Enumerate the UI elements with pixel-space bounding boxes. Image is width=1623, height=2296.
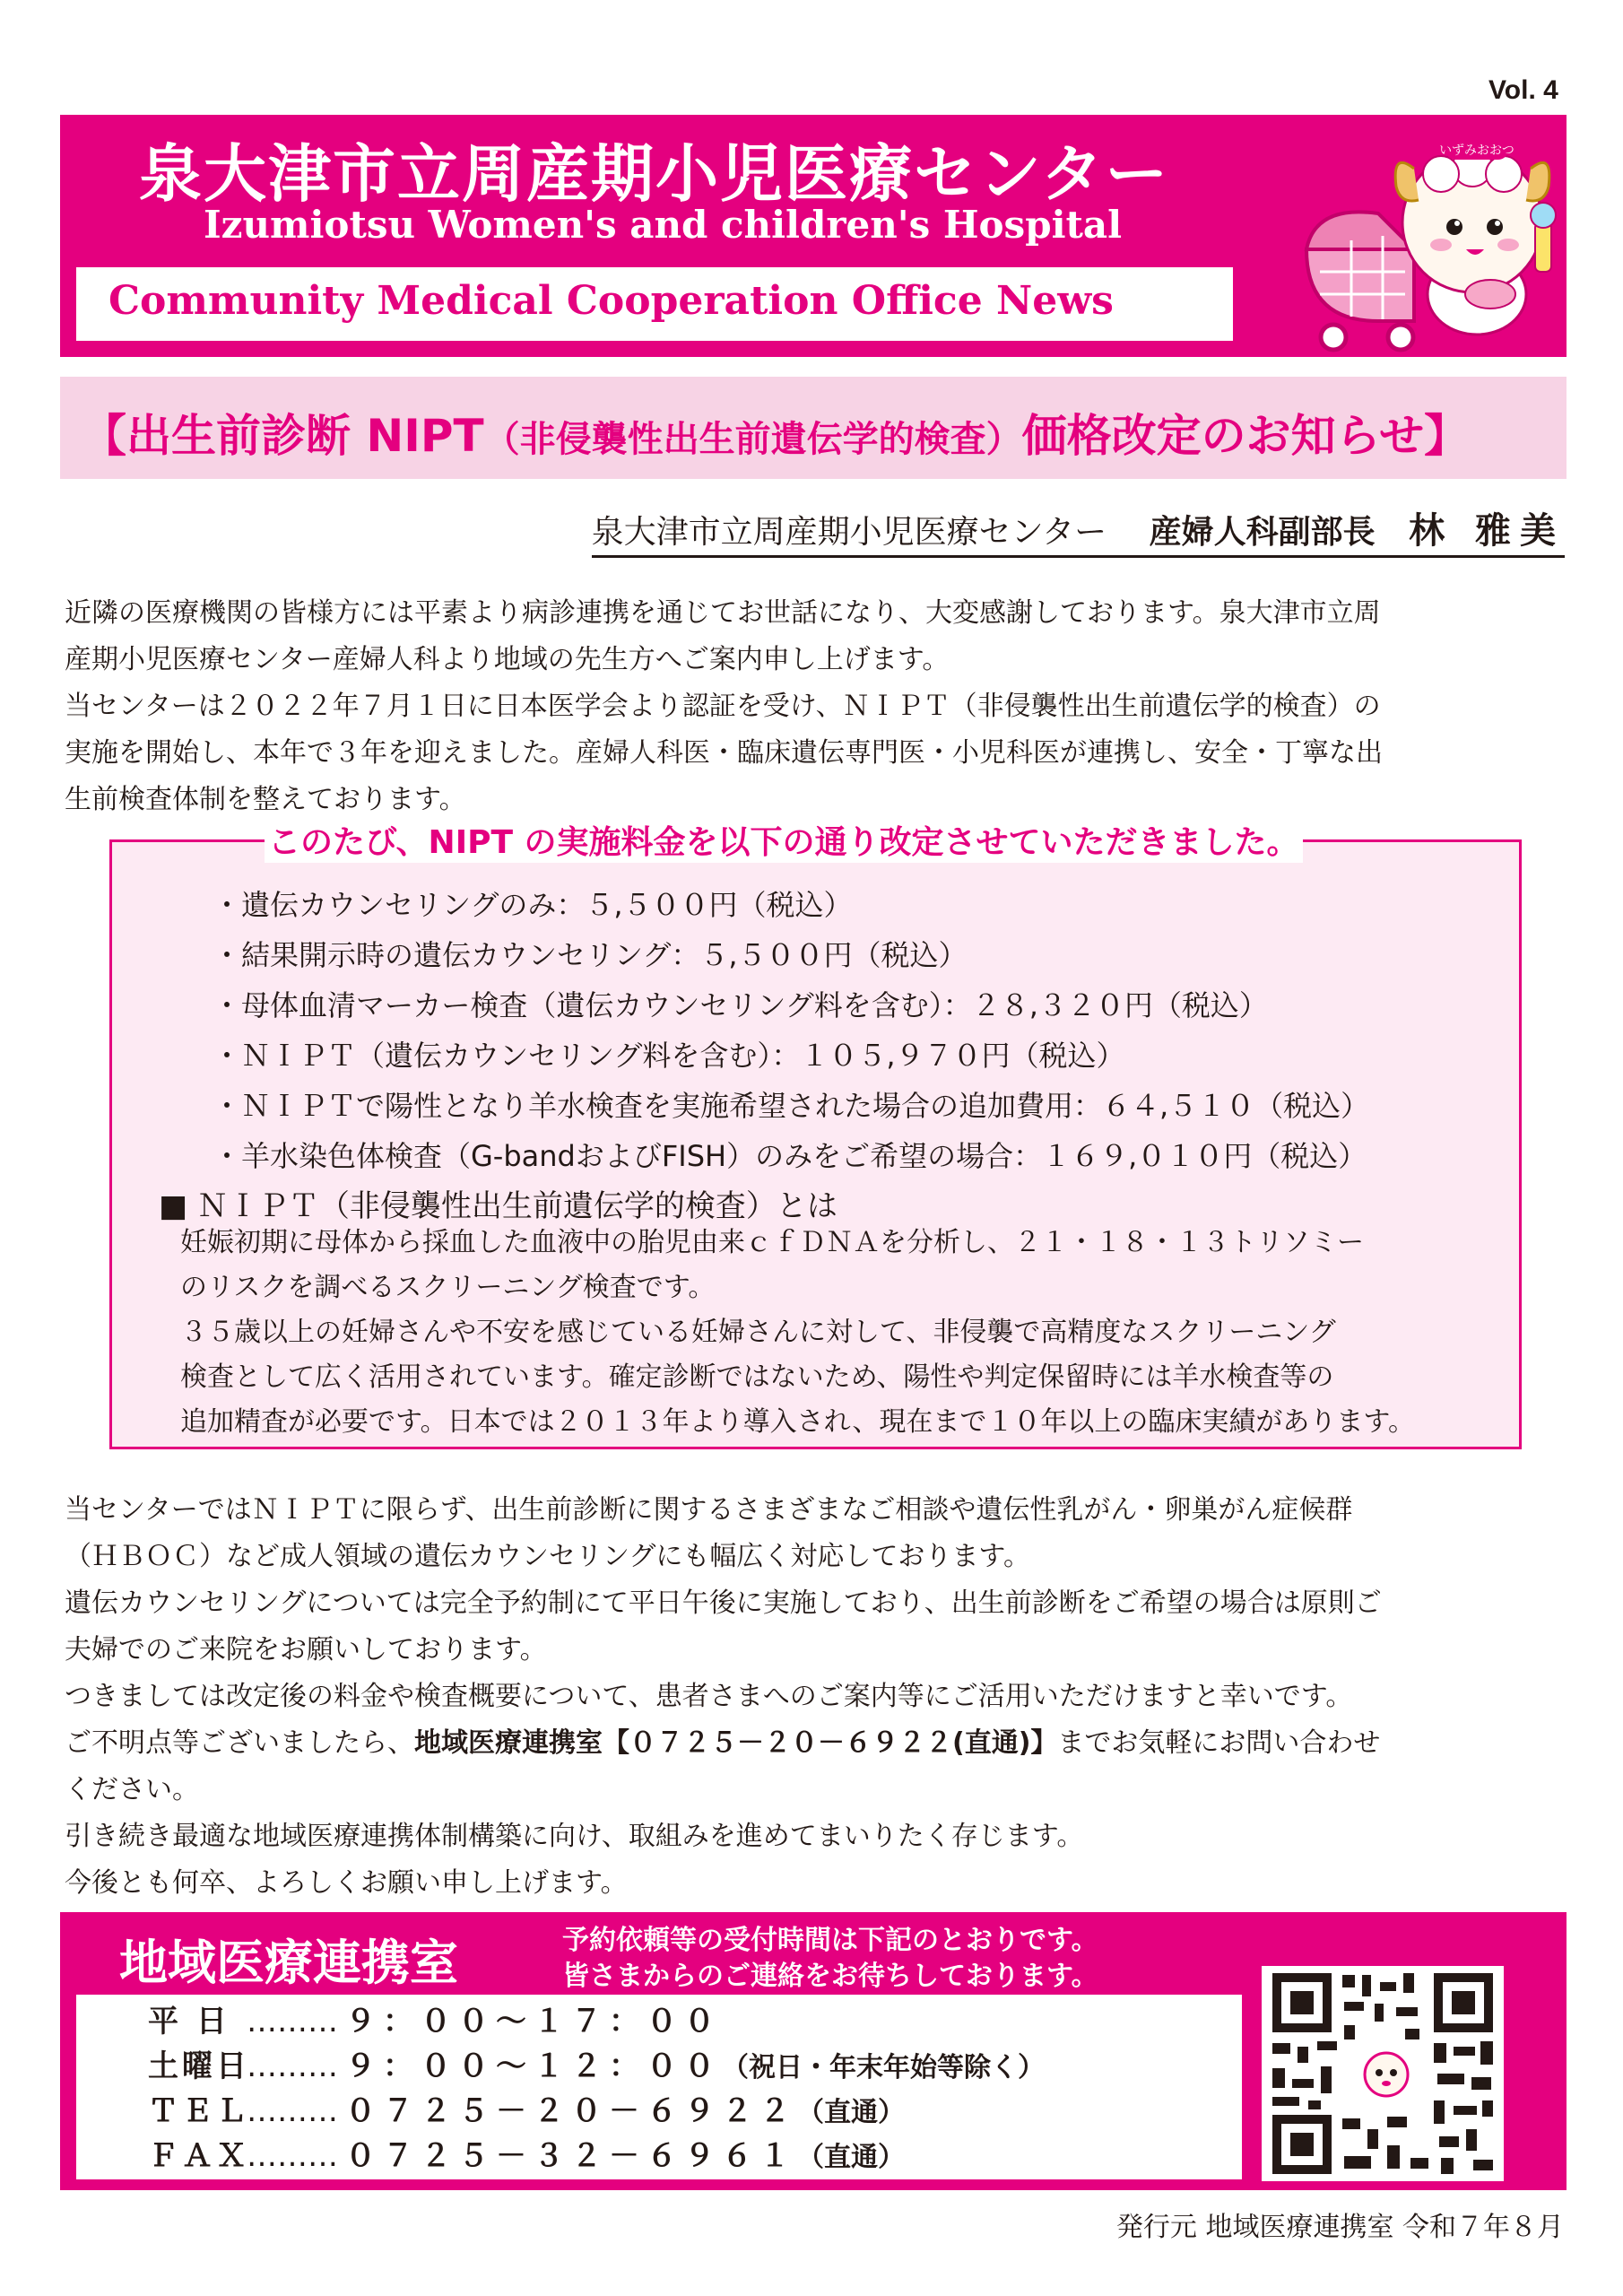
leader-dots: ……… bbox=[247, 2138, 338, 2174]
intro-line: 生前検査体制を整えております。 bbox=[65, 784, 466, 815]
hours-label: ＴＥＬ bbox=[148, 2093, 250, 2129]
author-organization: 泉大津市立周産期小児医療センター bbox=[591, 514, 1107, 551]
newsletter-band bbox=[76, 267, 1233, 341]
intro-line: 産期小児医療センター産婦人科より地域の先生方へご案内申し上げます。 bbox=[65, 644, 950, 675]
newsletter-title: Community Medical Cooperation Office News bbox=[108, 278, 1114, 324]
fee-item: ・母体血清マーカー検査（遺伝カウンセリング料を含む）：２８,３２０円（税込） bbox=[213, 988, 1268, 1022]
contact-note bbox=[562, 1923, 1098, 1995]
fee-revision-box bbox=[109, 824, 1522, 1449]
svg-text:いずみおおつ: いずみおおつ bbox=[1439, 144, 1515, 158]
leader-dots: ……… bbox=[247, 2093, 338, 2129]
hours-note: （直通） bbox=[797, 2097, 905, 2128]
body-line: ください。 bbox=[65, 1774, 199, 1805]
nipt-line: のリスクを調べるスクリーニング検査です。 bbox=[180, 1272, 716, 1303]
qr-code-icon[interactable] bbox=[1262, 1966, 1504, 2181]
headline-part-3: 価格改定のお知らせ】 bbox=[1021, 410, 1470, 462]
header-banner bbox=[60, 115, 1567, 357]
contact-phone-inline: 地域医療連携室【０７２５－２０－６９２２(直通)】 bbox=[414, 1727, 1058, 1759]
fee-item: ・遺伝カウンセリングのみ：５,５００円（税込） bbox=[213, 888, 853, 922]
hours-row-tel bbox=[148, 2090, 1045, 2135]
hours-value: ９：００～１２：００ bbox=[345, 2048, 722, 2084]
intro-line: 近隣の医療機関の皆様方には平素より病診連携を通じてお世話になり、大変感謝しております。泉大津市立周 bbox=[65, 597, 1381, 629]
nipt-line: 検査として広く活用されています。確定診断ではないため、陽性や判定保留時には羊水検査等の bbox=[180, 1361, 1334, 1393]
closing-paragraph bbox=[65, 1487, 1562, 1907]
contact-panel bbox=[60, 1912, 1567, 2190]
body-line: 遺伝カウンセリングについては完全予約制にて平日午後に実施しており、出生前診断をご希望の場合は原則ご bbox=[65, 1587, 1382, 1619]
hours-row-weekday bbox=[148, 2000, 1045, 2045]
nipt-line: 妊娠初期に母体から採血した血液中の胎児由来ｃｆＤＮＡを分析し、２１・１８・１３トリソミー bbox=[180, 1227, 1364, 1258]
headline-band bbox=[60, 377, 1567, 479]
nipt-line: 追加精査が必要です。日本では２０１３年より導入され、現在まで１０年以上の臨床実績があります。 bbox=[180, 1406, 1415, 1438]
headline-part-2: （非侵襲性出生前遺伝学的検査） bbox=[483, 419, 1022, 460]
fee-item: ・結果開示時の遺伝カウンセリング：５,５００円（税込） bbox=[213, 938, 968, 972]
hours-label: ＦＡＸ bbox=[148, 2138, 250, 2174]
volume-label: Vol. 4 bbox=[1488, 75, 1558, 105]
fax-number: ０７２５－３２－６９６１ bbox=[345, 2138, 797, 2174]
body-line bbox=[65, 1720, 1562, 1767]
fee-item: ・ＮＩＰＴで陽性となり羊水検査を実施希望された場合の追加費用：６４,５１０（税込） bbox=[213, 1089, 1370, 1123]
nipt-definition-body bbox=[180, 1221, 1507, 1445]
body-line: 引き続き最適な地域医療連携体制構築に向け、取組みを進めてまいりたく存じます。 bbox=[65, 1821, 1084, 1852]
hours-value: ９：００～１７：００ bbox=[345, 2004, 722, 2039]
sheep-mascot-icon bbox=[1280, 115, 1567, 357]
fee-list bbox=[213, 880, 1369, 1181]
intro-line: 当センターは２０２２年７月１日に日本医学会より認証を受け、ＮＩＰＴ（非侵襲性出生前遺伝学的検査）の bbox=[65, 691, 1381, 722]
author-name: 林 雅美 bbox=[1409, 510, 1565, 552]
contact-lead: ご不明点等ございましたら、 bbox=[65, 1727, 414, 1759]
contact-tail: までお気軽にお問い合わせ bbox=[1057, 1727, 1381, 1759]
hospital-name: 泉大津市立周産期小児医療センター bbox=[139, 137, 1170, 211]
fee-item: ・羊水染色体検査（G-bandおよびFISH）のみをご希望の場合：１６９,０１０円（税込） bbox=[213, 1139, 1367, 1173]
body-line: 今後とも何卒、よろしくお願い申し上げます。 bbox=[65, 1867, 628, 1899]
leader-dots: ……… bbox=[247, 2004, 338, 2039]
hours-table bbox=[148, 2000, 1045, 2179]
intro-line: 実施を開始し、本年で３年を迎えました。産婦人科医・臨床遺伝専門医・小児科医が連携し、安全・丁寧な出 bbox=[65, 737, 1383, 769]
hours-row-fax bbox=[148, 2135, 1045, 2179]
phone-number[interactable]: ０７２５－２０－６９２２ bbox=[345, 2093, 797, 2129]
contact-note-line: 予約依頼等の受付時間は下記のとおりです。 bbox=[562, 1925, 1098, 1956]
hours-label: 土曜日 bbox=[148, 2048, 250, 2084]
contact-note-line: 皆さまからのご連絡をお待ちしております。 bbox=[562, 1961, 1098, 1992]
hours-note: （祝日・年末年始等除く） bbox=[722, 2052, 1045, 2083]
hours-label: 平 日 bbox=[148, 2004, 230, 2039]
author-line bbox=[592, 502, 1565, 558]
publisher-footer: 発行元 地域医療連携室 令和７年８月 bbox=[1115, 2212, 1564, 2243]
leader-dots: ……… bbox=[247, 2048, 338, 2084]
body-line: つきましては改定後の料金や検査概要について、患者さまへのご案内等にご活用いただけますと幸いです。 bbox=[65, 1681, 1353, 1712]
hours-row-saturday bbox=[148, 2045, 1045, 2090]
contact-hours-panel bbox=[76, 1995, 1242, 2179]
nipt-line: ３５歳以上の妊婦さんや不安を感じている妊婦さんに対して、非侵襲で高精度なスクリーニング bbox=[180, 1317, 1336, 1348]
intro-paragraph bbox=[65, 590, 1562, 823]
body-line: 夫婦でのご来院をお願いしております。 bbox=[65, 1634, 547, 1665]
author-position: 産婦人科副部長 bbox=[1149, 514, 1376, 551]
body-line: （ＨＢＯＣ）など成人領域の遺伝カウンセリングにも幅広く対応しております。 bbox=[65, 1541, 1030, 1572]
contact-title: 地域医療連携室 bbox=[119, 1935, 458, 1991]
hospital-english-name: Izumiotsu Women's and children's Hospital bbox=[204, 203, 1123, 247]
headline bbox=[82, 400, 1469, 465]
fee-item: ・ＮＩＰＴ（遺伝カウンセリング料を含む）：１０５,９７０円（税込） bbox=[213, 1039, 1125, 1073]
headline-part-1: 【出生前診断 NIPT bbox=[82, 410, 484, 462]
body-line: 当センターではＮＩＰＴに限らず、出生前診断に関するさまざまなご相談や遺伝性乳がん・卵巣がん症候群 bbox=[65, 1494, 1353, 1526]
nipt-definition-heading: ■ ＮＩＰＴ（非侵襲性出生前遺伝学的検査）とは bbox=[159, 1188, 838, 1224]
hours-note: （直通） bbox=[797, 2142, 905, 2173]
fee-box-title: このたび、NIPT の実施料金を以下の通り改定させていただきました。 bbox=[265, 817, 1303, 863]
